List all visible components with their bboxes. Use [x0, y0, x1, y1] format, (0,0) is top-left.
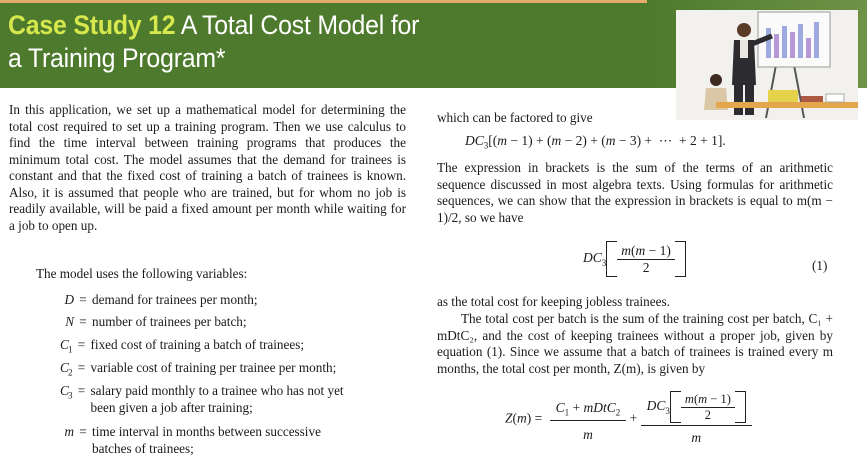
variable-definition	[60, 424, 390, 457]
variable-symbol: C	[60, 337, 69, 352]
title-line2: a Training Program*	[8, 43, 226, 73]
variable-subscript: 2	[68, 367, 73, 378]
equals-sign: =	[76, 292, 91, 307]
variable-symbol: C	[60, 383, 69, 398]
variable-symbol: m	[64, 424, 74, 439]
variable-definition	[60, 337, 390, 358]
variables-intro: The model uses the following variables:	[36, 266, 248, 281]
variable-description: number of trainees per batch;	[92, 314, 247, 329]
equals-sign: =	[76, 314, 91, 329]
variable-subscript: 3	[68, 390, 73, 401]
total-cost-equation: Z(m) = $\frac{C_1 + mDtC_2}{m}$ + $DC_3$ $\frac{m(m - 1)}{2}$ m	[505, 391, 752, 446]
presenter-photo	[676, 10, 858, 120]
equals-sign: =	[76, 424, 91, 439]
variable-description: fixed cost of training a batch of trainees;	[90, 337, 305, 352]
title-line1: A Total Cost Model for	[180, 10, 420, 40]
equation-1: $DC_3$ $\frac{m(m - 1)}{2}$	[583, 241, 686, 277]
equals-sign: =	[74, 337, 89, 352]
variable-definition	[60, 314, 390, 331]
arithmetic-paragraph: The expression in brackets is the sum of the terms of an arithmetic sequence discussed in most algebra texts. Using formulas for arithmetic sequences, we can show that the expression in brackets is equal to m(m − 1)/2, so we have	[437, 160, 833, 225]
variable-description: demand for trainees per month;	[92, 292, 258, 307]
equals-sign: =	[74, 383, 89, 398]
variable-definition	[60, 292, 390, 309]
variable-description: time interval in months between successive batches of trainees;	[92, 424, 321, 456]
equation-1-number: (1)	[812, 258, 828, 273]
factored-intro: which can be factored to give	[437, 110, 593, 125]
case-study-title	[8, 9, 419, 75]
intro-paragraph: In this application, we set up a mathematical model for determining the total cost required to set up a training program. Then we use calculus to find the time interval between training programs that produces the minimum total cost. The model assumes that the demand for trainees is constant and that the fixed cost of training a batch of trainees is known. Also, it is assumed that people who are trained, but for whom no job is readily available, will be paid a fixed amount per month while waiting for a job to open up.	[9, 102, 406, 233]
case-study-number: Case Study 12	[8, 10, 176, 40]
variable-subscript: 1	[68, 344, 73, 355]
factored-equation: $DC_3[(m - 1) + (m - 2) + (m - 3)$ + ⋯ + 2 + 1].	[465, 133, 726, 151]
presenter-illustration	[676, 10, 858, 120]
variable-description: variable cost of training per trainee per month;	[90, 360, 337, 375]
variable-description: salary paid monthly to a trainee who has not yet been given a job after training;	[90, 383, 344, 415]
variable-symbol: D	[64, 292, 74, 307]
variable-definition	[60, 360, 390, 381]
variable-symbol: N	[65, 314, 74, 329]
variable-definition	[60, 383, 390, 416]
variable-symbol: C	[60, 360, 69, 375]
total-cost-paragraph: The total cost per batch is the sum of the training cost per batch, C₁ + mDtC₂, and the cost of keeping trainees without a proper job, given by equation (1). Since we assume that a batch of trainees is trained every m months, the total cost per month, Z(m), is given by	[437, 311, 833, 376]
equals-sign: =	[74, 360, 89, 375]
jobless-cost-line: as the total cost for keeping jobless trainees.	[437, 294, 670, 309]
